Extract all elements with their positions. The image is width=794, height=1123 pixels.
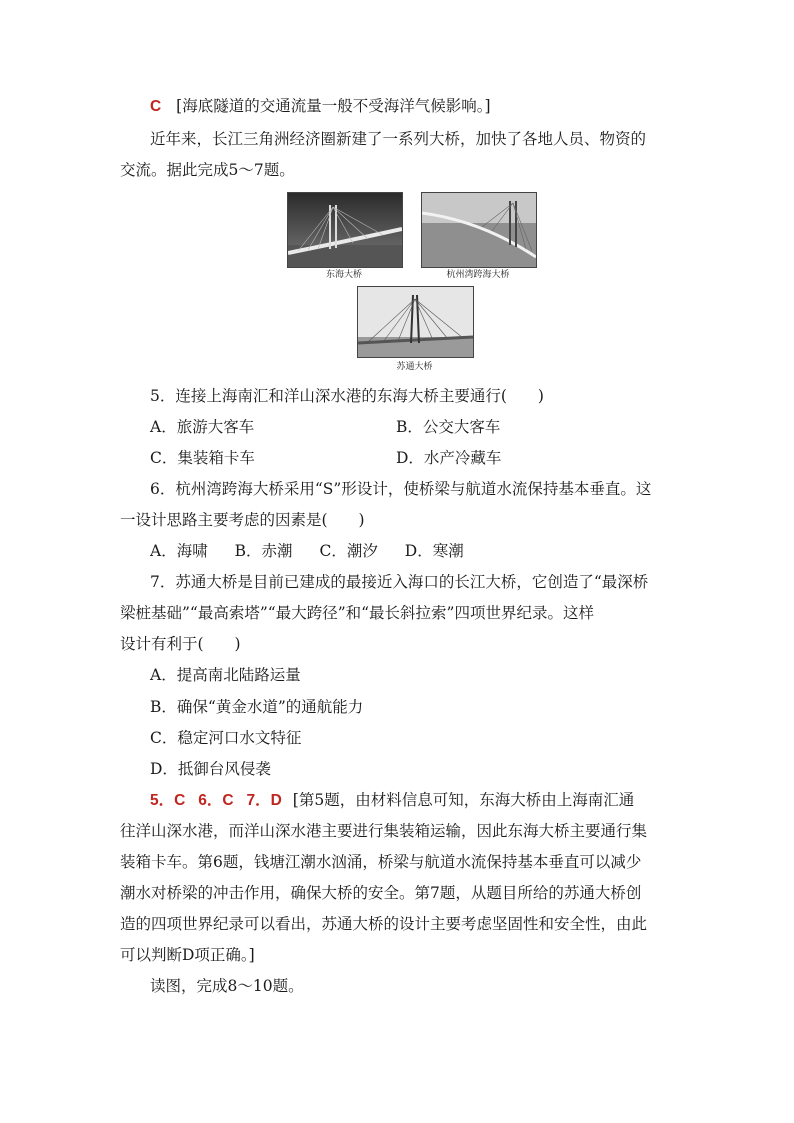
donghai-caption: 东海大桥 bbox=[325, 270, 362, 280]
q6-options bbox=[150, 541, 464, 561]
prev-answer-line bbox=[150, 96, 491, 117]
q7-option-a: A．提高南北陆路运量 bbox=[150, 666, 301, 684]
q6-option-b: B．赤潮 bbox=[234, 542, 293, 560]
explanation-line-3: 装箱卡车。第6题，钱塘江潮水汹涌，桥梁与航道水流保持基本垂直可以减少 bbox=[120, 853, 642, 871]
q7-stem-line-1: 7．苏通大桥是目前已建成的最接近入海口的长江大桥，它创造了“最深桥 bbox=[150, 573, 649, 591]
hangzhou-caption: 杭州湾跨海大桥 bbox=[446, 270, 510, 280]
answer-6: 6．C bbox=[198, 792, 234, 809]
next-section-prompt: 读图，完成8～10题。 bbox=[150, 977, 304, 995]
q5-option-a: A．旅游大客车 bbox=[150, 418, 255, 436]
sutong-caption: 苏通大桥 bbox=[396, 362, 433, 372]
explanation-line-1: [第5题，由材料信息可知，东海大桥由上海南汇通 bbox=[292, 791, 635, 809]
prev-answer-explanation: [海底隧道的交通流量一般不受海洋气候影响。] bbox=[176, 97, 491, 115]
q7-option-d: D．抵御台风侵袭 bbox=[150, 760, 271, 778]
q7-option-b: B．确保“黄金水道”的通航能力 bbox=[150, 698, 364, 716]
answer-5: 5．C bbox=[150, 792, 186, 809]
hangzhou-bridge-photo bbox=[421, 192, 537, 268]
q6-option-c: C．潮汐 bbox=[319, 542, 378, 560]
answers-line-1 bbox=[150, 790, 634, 811]
q7-stem-line-2: 梁桩基础”“最高索塔”“最大跨径”和“最长斜拉索”四项世界纪录。这样 bbox=[120, 604, 594, 622]
q5-option-d: D．水产冷藏车 bbox=[396, 449, 502, 467]
q6-option-d: D．寒潮 bbox=[404, 542, 464, 560]
explanation-line-6: 可以判断D项正确。] bbox=[120, 946, 255, 964]
sutong-bridge-photo bbox=[357, 286, 474, 358]
q6-stem-line-2: 一设计思路主要考虑的因素是( ) bbox=[120, 511, 365, 529]
q5-stem: 5．连接上海南汇和洋山深水港的东海大桥主要通行( ) bbox=[150, 387, 544, 405]
explanation-line-5: 造的四项世界纪录可以看出，苏通大桥的设计主要考虑坚固性和安全性，由此 bbox=[120, 915, 648, 933]
q5-option-b: B．公交大客车 bbox=[396, 418, 501, 436]
q6-stem-line-1: 6．杭州湾跨海大桥采用“S”形设计，使桥梁与航道水流保持基本垂直。这 bbox=[150, 480, 652, 498]
prev-answer-letter: C bbox=[150, 98, 162, 115]
answer-7: 7．D bbox=[246, 792, 282, 809]
q7-option-c: C．稳定河口水文特征 bbox=[150, 729, 302, 747]
q7-stem-line-3: 设计有利于( ) bbox=[120, 635, 241, 653]
q5-option-c: C．集装箱卡车 bbox=[150, 449, 255, 467]
donghai-bridge-photo bbox=[287, 192, 403, 268]
intro-line-2: 交流。据此完成5～7题。 bbox=[120, 161, 295, 179]
intro-line-1: 近年来，长江三角洲经济圈新建了一系列大桥，加快了各地人员、物资的 bbox=[150, 130, 647, 148]
explanation-line-4: 潮水对桥梁的冲击作用，确保大桥的安全。第7题，从题目所给的苏通大桥创 bbox=[120, 884, 642, 902]
q6-option-a: A．海啸 bbox=[150, 542, 208, 560]
explanation-line-2: 往洋山深水港，而洋山深水港主要进行集装箱运输，因此东海大桥主要通行集 bbox=[120, 822, 648, 840]
